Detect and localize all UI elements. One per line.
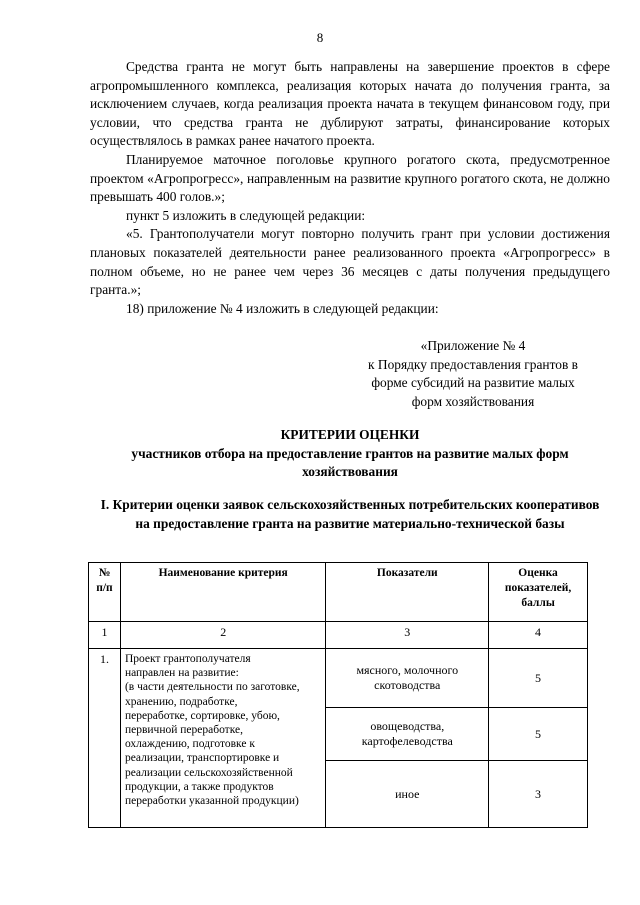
header-score: Оценка показателей, баллы [489,563,588,622]
appendix-line: форм хозяйствования [411,393,535,409]
score-cell: 5 [489,708,588,761]
indicator-cell: мясного, молочного скотоводства [326,649,489,708]
table-header-row [89,563,588,622]
score-cell: 3 [489,761,588,828]
score-cell: 5 [489,649,588,708]
page-number: 8 [316,30,324,45]
header-name: Наименование критерия [120,563,326,622]
section-title: I. Критерии оценки заявок сельскохозяйственных потребительских кооперативов на предоставление гранта на развитие материально-технической базы [100,497,600,531]
paragraph-point-5: «5. Грантополучатели могут повторно получить грант при условии достижения плановых показателей деятельности ранее реализованного проекта «Агропрогресс» в полном объеме, но не ранее чем через 36 месяцев с даты получения предыдущего гранта.»; [90,226,610,298]
body-text [90,58,610,318]
criteria-table [88,562,588,828]
column-number: 1 [89,622,121,649]
appendix-line: к Порядку предоставления грантов в [368,356,578,372]
paragraph-grant-restriction: Средства гранта не могут быть направлены на завершение проектов в сфере агропромышленного комплекса, реализация которых начата до получения гранта, за исключением случаев, когда реализация проекта начата в текущем финансовом году, при условии, что средства гранта не дублируют затраты, финансирование которых осуществлялось в рамках ранее начатого проекта. [90,59,610,149]
paragraph-livestock-limit: Планируемое маточное поголовье крупного рогатого скота, предусмотренное проектом «Агропрогресс», направленным на развитие крупного рогатого скота, не должно превышать 400 голов.»; [90,151,610,205]
indicator-cell: иное [326,761,489,828]
column-number: 2 [120,622,326,649]
appendix-heading [338,337,608,411]
criteria-title [90,426,610,482]
header-indicators: Показатели [326,563,489,622]
paragraph-appendix-intro: 18) приложение № 4 изложить в следующей редакции: [126,300,439,316]
appendix-line: «Приложение № 4 [420,338,526,353]
column-number-row [89,622,588,649]
criterion-name: Проект грантополучателя направлен на развитие: (в части деятельности по заготовке, хранению, подработке, переработке, сортировке, убою, первичной переработке, охлаждению, подготовке к реализации, транспортировке и реализации сельскохозяйственной продукции, а также продуктов переработки указанной продукции) [120,649,326,828]
paragraph-point-5-intro: пункт 5 изложить в следующей редакции: [126,207,366,223]
appendix-line: форме субсидий на развитие малых [371,375,575,391]
header-num: № п/п [89,563,121,622]
column-number: 3 [326,622,489,649]
criteria-title-main: КРИТЕРИИ ОЦЕНКИ [280,427,420,442]
column-number: 4 [489,622,588,649]
indicator-cell: овощеводства, картофелеводства [326,708,489,761]
table-row [89,649,588,708]
criterion-number: 1. [89,649,121,828]
criteria-title-sub: участников отбора на предоставление грантов на развитие малых форм хозяйствования [131,445,569,480]
